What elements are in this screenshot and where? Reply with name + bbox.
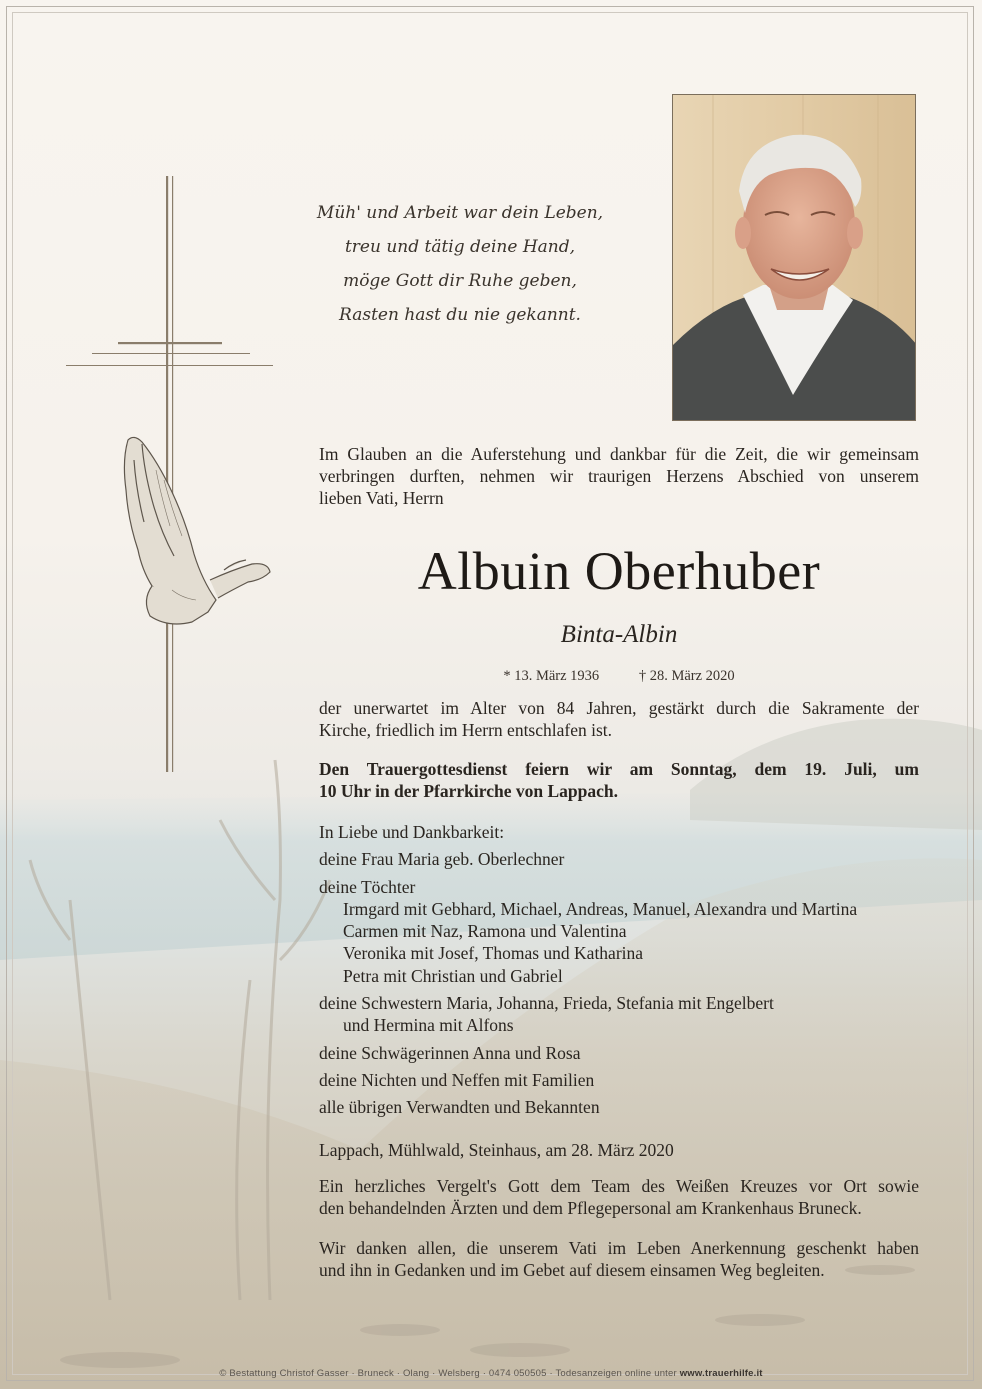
death-text-line: der unerwartet im Alter von 84 Jahren, gestärkt durch die Sakramente der — [319, 698, 919, 718]
mourner-daughter: Carmen mit Naz, Ramona und Valentina — [343, 921, 627, 942]
thanks-all-line: und ihn in Gedanken und im Gebet auf diesem einsamen Weg begleiten. — [319, 1260, 825, 1280]
death-date: † 28. März 2020 — [638, 668, 735, 684]
portrait-photo — [672, 94, 916, 421]
mourner-daughters-heading: deine Töchter — [319, 876, 416, 897]
mourner-sisters: deine Schwestern Maria, Johanna, Frieda, Stefania mit Engelbert — [319, 993, 774, 1014]
deceased-epithet: Binta-Albin — [560, 621, 678, 648]
service-line: Den Trauergottesdienst feiern wir am Sonntag, dem 19. Juli, um — [319, 759, 919, 779]
service-announcement — [319, 758, 919, 802]
thanks-team-line: den behandelnden Ärzten und dem Pflegepersonal am Krankenhaus Bruneck. — [319, 1198, 862, 1218]
intro-line: Im Glauben an die Auferstehung und dankbar für die Zeit, die wir gemeinsam — [319, 444, 919, 464]
poem-line: treu und tätig deine Hand, — [344, 237, 576, 257]
mourner-sisters-in-law: deine Schwägerinnen Anna und Rosa — [319, 1042, 581, 1063]
mourner-daughter: Veronika mit Josef, Thomas und Katharina — [343, 943, 644, 964]
life-dates — [319, 666, 919, 686]
place-date: Lappach, Mühlwald, Steinhaus, am 28. März 2020 — [319, 1140, 674, 1160]
thanks-all — [319, 1237, 919, 1281]
intro-text — [319, 443, 919, 509]
thanks-team — [319, 1175, 919, 1219]
footer — [0, 1368, 982, 1379]
mourner-nieces: deine Nichten und Neffen mit Familien — [319, 1069, 595, 1090]
thanks-all-line: Wir danken allen, die unserem Vati im Leben Anerkennung geschenkt haben — [319, 1238, 919, 1258]
thanks-team-line: Ein herzliches Vergelt's Gott dem Team des Weißen Kreuzes vor Ort sowie — [319, 1176, 919, 1196]
mourner-daughter: Irmgard mit Gebhard, Michael, Andreas, Manuel, Alexandra und Martina — [343, 898, 858, 919]
poem-line: Müh' und Arbeit war dein Leben, — [316, 203, 604, 223]
mourner-wife: deine Frau Maria geb. Oberlechner — [319, 849, 565, 870]
praying-hands-icon — [112, 430, 274, 630]
intro-line: verbringen durften, nehmen wir traurigen Herzens Abschied von unserem — [319, 466, 919, 486]
mourners-list — [319, 821, 919, 1119]
mourner-sisters-cont: und Hermina mit Alfons — [343, 1015, 514, 1036]
death-text-line: Kirche, friedlich im Herrn entschlafen ist. — [319, 720, 613, 740]
poem-line: möge Gott dir Ruhe geben, — [343, 271, 577, 291]
service-line: 10 Uhr in der Pfarrkirche von Lappach. — [319, 781, 618, 801]
intro-line: lieben Vati, Herrn — [319, 488, 444, 508]
footer-link[interactable]: www.trauerhilfe.it — [679, 1368, 763, 1379]
footer-text: © Bestattung Christof Gasser · Bruneck · Olang · Welsberg · 0474 050505 · Todesanzeigen online unter — [219, 1368, 680, 1379]
death-text — [319, 697, 919, 741]
mourner-relatives: alle übrigen Verwandten und Bekannten — [319, 1097, 600, 1118]
birth-date: * 13. März 1936 — [503, 668, 600, 684]
mourner-daughter: Petra mit Christian und Gabriel — [343, 965, 563, 986]
mourners-heading: In Liebe und Dankbarkeit: — [319, 822, 505, 842]
deceased-name: Albuin Oberhuber — [417, 541, 821, 601]
poem — [300, 196, 620, 332]
poem-line: Rasten hast du nie gekannt. — [339, 305, 581, 325]
